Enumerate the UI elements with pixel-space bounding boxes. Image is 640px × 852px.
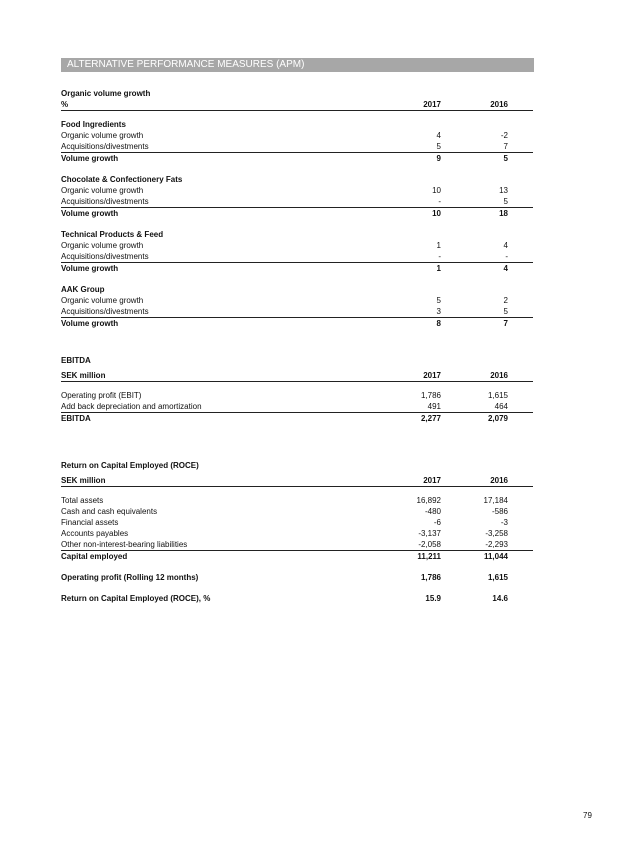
total-row: Volume growth 8 7 bbox=[61, 317, 533, 329]
operating-profit-row: Operating profit (Rolling 12 months) 1,786 1,615 bbox=[61, 573, 508, 582]
table-row: Acquisitions/divestments - - bbox=[61, 252, 508, 261]
table-row: Organic volume growth 5 2 bbox=[61, 296, 508, 305]
table-row: Total assets 16,892 17,184 bbox=[61, 496, 508, 505]
ebitda-table bbox=[61, 356, 533, 424]
table-row: Add back depreciation and amortization 491 464 bbox=[61, 402, 508, 411]
table-header: SEK million 2017 2016 bbox=[61, 475, 533, 487]
table-title: EBITDA bbox=[61, 356, 91, 365]
table-row: Operating profit (EBIT) 1,786 1,615 bbox=[61, 391, 508, 400]
table-row: Organic volume growth 10 13 bbox=[61, 186, 508, 195]
total-row: Volume growth 9 5 bbox=[61, 152, 533, 164]
table-row: Organic volume growth 1 4 bbox=[61, 241, 508, 250]
page-number: 79 bbox=[583, 811, 592, 820]
roce-row: Return on Capital Employed (ROCE), % 15.9 14.6 bbox=[61, 594, 508, 603]
table-row: Acquisitions/divestments 5 7 bbox=[61, 142, 508, 151]
group-title: Technical Products & Feed bbox=[61, 230, 164, 239]
table-row: Other non-interest-bearing liabilities -2,058 -2,293 bbox=[61, 540, 508, 549]
table-row: Acquisitions/divestments - 5 bbox=[61, 197, 508, 206]
table-title: Return on Capital Employed (ROCE) bbox=[61, 461, 199, 470]
table-header: % 2017 2016 bbox=[61, 99, 533, 111]
section-banner: ALTERNATIVE PERFORMANCE MEASURES (APM) bbox=[61, 58, 534, 72]
group-title: Food Ingredients bbox=[61, 120, 126, 129]
organic-volume-growth-table bbox=[61, 89, 533, 329]
total-row: Capital employed 11,211 11,044 bbox=[61, 550, 533, 562]
group-title: Chocolate & Confectionery Fats bbox=[61, 175, 183, 184]
table-row: Organic volume growth 4 -2 bbox=[61, 131, 508, 140]
table-row: Financial assets -6 -3 bbox=[61, 518, 508, 527]
table-row: Accounts payables -3,137 -3,258 bbox=[61, 529, 508, 538]
total-row: Volume growth 10 18 bbox=[61, 207, 533, 219]
group-title: AAK Group bbox=[61, 285, 105, 294]
table-header: SEK million 2017 2016 bbox=[61, 370, 533, 382]
table-row: Acquisitions/divestments 3 5 bbox=[61, 307, 508, 316]
total-row: EBITDA 2,277 2,079 bbox=[61, 412, 533, 424]
roce-table bbox=[61, 461, 533, 604]
table-title: Organic volume growth bbox=[61, 89, 151, 98]
total-row: Volume growth 1 4 bbox=[61, 262, 533, 274]
table-row: Cash and cash equivalents -480 -586 bbox=[61, 507, 508, 516]
